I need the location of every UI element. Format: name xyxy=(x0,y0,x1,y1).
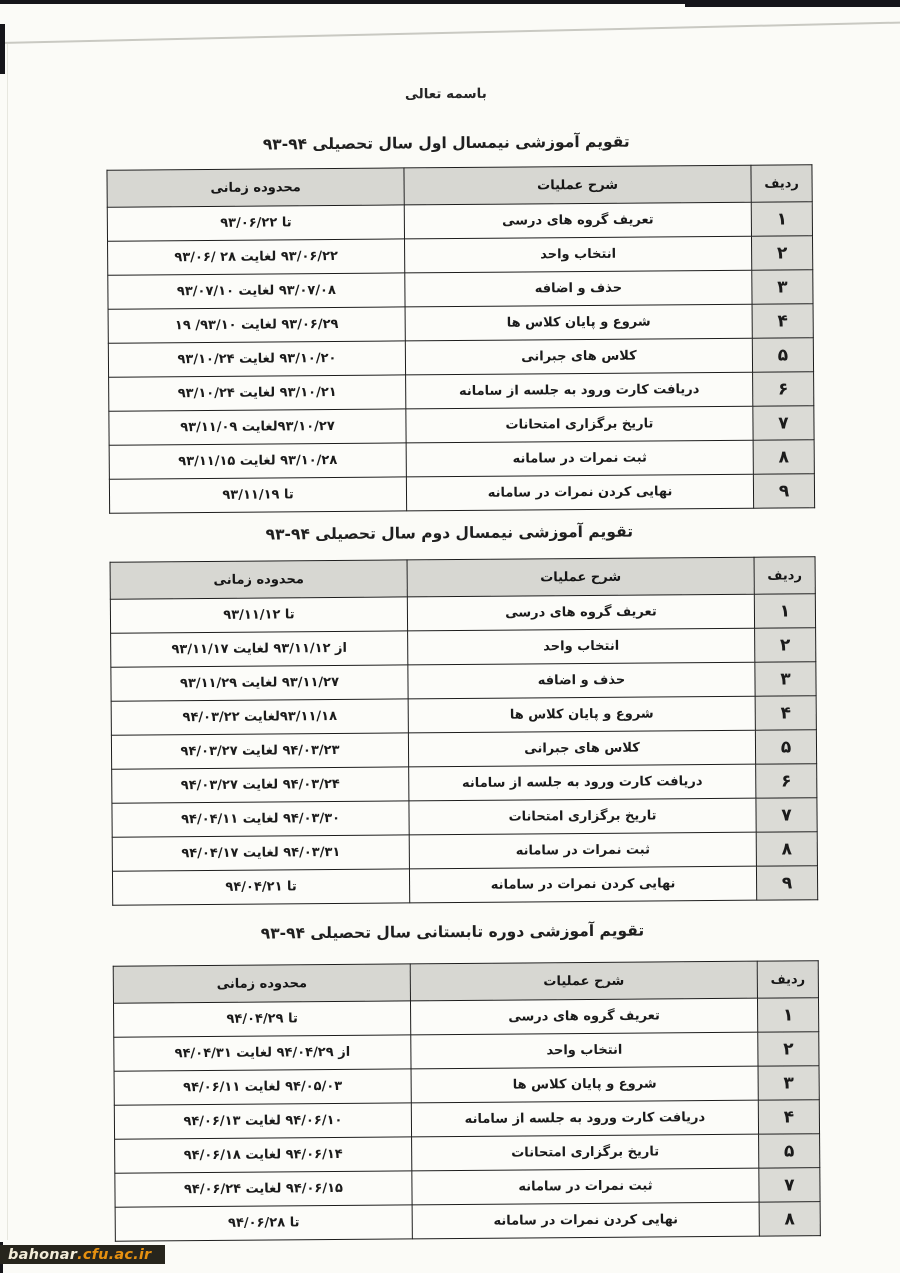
table-header-row xyxy=(107,165,812,208)
table-row xyxy=(108,236,813,276)
period-cell: ۹۴/۰۳/۲۳ لغایت ۹۴/۰۳/۲۷ xyxy=(111,733,408,769)
row-number-cell: ۸ xyxy=(759,1202,820,1236)
scan-edge-left xyxy=(0,24,5,74)
summer-term-calendar-table xyxy=(113,960,821,1242)
table-row xyxy=(108,338,813,378)
row-number-cell: ۸ xyxy=(753,440,814,474)
table-row xyxy=(108,270,813,310)
table-row xyxy=(109,440,814,480)
period-cell: ۹۳/۰۶/۲۹ لغایت ۹۳/۱۰/ ۱۹ xyxy=(108,307,405,343)
scan-edge-top-right xyxy=(685,0,900,7)
period-cell: تا ۹۳/۰۶/۲۲ xyxy=(107,205,404,241)
period-cell: ۹۳/۰۷/۰۸ لغایت ۹۳/۰۷/۱۰ xyxy=(108,273,405,309)
table-row xyxy=(115,1134,820,1174)
row-number-cell: ۵ xyxy=(759,1134,820,1168)
table-row xyxy=(109,406,814,446)
summer-term-title: تقویم آموزشی دوره تابستانی سال تحصیلی ۹۴-۹۳ xyxy=(260,921,645,943)
operation-cell: ثبت نمرات در سامانه xyxy=(406,440,753,477)
period-cell: ۹۴/۰۳/۲۴ لغایت ۹۴/۰۳/۲۷ xyxy=(112,767,409,803)
row-number-cell: ۶ xyxy=(756,764,817,798)
operation-cell: حذف و اضافه xyxy=(408,662,755,699)
row-number-cell: ۱ xyxy=(754,594,815,628)
table-header-row xyxy=(110,557,815,600)
row-number-cell: ۷ xyxy=(756,798,817,832)
semester1-calendar-table xyxy=(106,164,815,514)
table-row xyxy=(112,798,817,838)
column-header-period: محدوده زمانی xyxy=(113,964,410,1003)
period-cell: ۹۳/۱۱/۱۸لغایت ۹۴/۰۳/۲۲ xyxy=(111,699,408,735)
row-number-cell: ۸ xyxy=(756,832,817,866)
semester1-title: تقویم آموزشی نیمسال اول سال تحصیلی ۹۴-۹۳ xyxy=(262,132,630,154)
table-row xyxy=(111,696,816,736)
period-cell: ۹۴/۰۳/۳۰ لغایت ۹۴/۰۴/۱۱ xyxy=(112,801,409,837)
operation-cell: شروع و پایان کلاس ها xyxy=(411,1066,758,1103)
basmala-heading: باسمه تعالی xyxy=(404,85,487,103)
period-cell: ۹۴/۰۶/۱۰ لغایت ۹۴/۰۶/۱۳ xyxy=(114,1103,411,1139)
watermark-site-name: bahonar xyxy=(8,1246,78,1263)
table-row xyxy=(115,1202,820,1242)
period-cell: از ۹۴/۰۴/۲۹ لغایت ۹۴/۰۴/۳۱ xyxy=(114,1035,411,1071)
table-row xyxy=(114,1100,819,1140)
row-number-cell: ۱ xyxy=(757,998,818,1032)
table-row xyxy=(109,372,814,412)
semester2-calendar-table xyxy=(110,556,819,906)
operation-cell: ثبت نمرات در سامانه xyxy=(409,832,756,869)
column-header-operation: شرح عملیات xyxy=(407,557,754,597)
table-row xyxy=(114,1066,819,1106)
row-number-cell: ۵ xyxy=(752,338,813,372)
period-cell: ۹۴/۰۶/۱۵ لغایت ۹۴/۰۶/۲۴ xyxy=(115,1171,412,1207)
row-number-cell: ۹ xyxy=(756,866,817,900)
operation-cell: کلاس های جبرانی xyxy=(408,730,755,767)
operation-cell: نهایی کردن نمرات در سامانه xyxy=(412,1202,759,1239)
watermark-bar xyxy=(0,1245,165,1264)
row-number-cell: ۴ xyxy=(752,304,813,338)
operation-cell: انتخاب واحد xyxy=(408,628,755,665)
operation-cell: تعریف گروه های درسی xyxy=(407,594,754,631)
column-header-period: محدوده زمانی xyxy=(110,560,407,599)
table-header-row xyxy=(113,961,818,1004)
row-number-cell: ۵ xyxy=(755,730,816,764)
column-header-row-no: ردیف xyxy=(751,165,812,202)
table-row xyxy=(112,764,817,804)
table-row xyxy=(114,1032,819,1072)
operation-cell: کلاس های جبرانی xyxy=(405,338,752,375)
row-number-cell: ۷ xyxy=(759,1168,820,1202)
column-header-row-no: ردیف xyxy=(754,557,815,594)
period-cell: ۹۳/۱۱/۲۷ لغایت ۹۳/۱۱/۲۹ xyxy=(111,665,408,701)
period-cell: ۹۴/۰۵/۰۳ لغایت ۹۴/۰۶/۱۱ xyxy=(114,1069,411,1105)
row-number-cell: ۱ xyxy=(751,202,812,236)
table-row xyxy=(110,594,815,634)
period-cell: ۹۳/۰۶/۲۲ لغایت ۲۸ /۹۳/۰۶ xyxy=(108,239,405,275)
operation-cell: ثبت نمرات در سامانه xyxy=(412,1168,759,1205)
period-cell: تا ۹۳/۱۱/۱۹ xyxy=(109,477,406,513)
table-row xyxy=(111,730,816,770)
period-cell: ۹۴/۰۶/۱۴ لغایت ۹۴/۰۶/۱۸ xyxy=(115,1137,412,1173)
operation-cell: شروع و پایان کلاس ها xyxy=(408,696,755,733)
column-header-row-no: ردیف xyxy=(757,961,818,998)
table-row xyxy=(111,662,816,702)
operation-cell: حذف و اضافه xyxy=(405,270,752,307)
row-number-cell: ۴ xyxy=(758,1100,819,1134)
operation-cell: تعریف گروه های درسی xyxy=(410,998,757,1035)
table-row xyxy=(107,202,812,242)
operation-cell: تاریخ برگزاری امتحانات xyxy=(406,406,753,443)
operation-cell: تاریخ برگزاری امتحانات xyxy=(409,798,756,835)
table-row xyxy=(112,866,817,906)
row-number-cell: ۶ xyxy=(753,372,814,406)
operation-cell: دریافت کارت ورود به جلسه از سامانه xyxy=(411,1100,758,1137)
operation-cell: نهایی کردن نمرات در سامانه xyxy=(406,474,753,511)
table-row xyxy=(113,998,818,1038)
period-cell: تا ۹۳/۱۱/۱۲ xyxy=(110,597,407,633)
table-row xyxy=(112,832,817,872)
operation-cell: نهایی کردن نمرات در سامانه xyxy=(409,866,756,903)
period-cell: تا ۹۴/۰۴/۲۹ xyxy=(113,1001,410,1037)
column-header-operation: شرح عملیات xyxy=(410,961,757,1001)
row-number-cell: ۲ xyxy=(758,1032,819,1066)
column-header-period: محدوده زمانی xyxy=(107,168,404,207)
row-number-cell: ۳ xyxy=(758,1066,819,1100)
table-row xyxy=(111,628,816,668)
row-number-cell: ۷ xyxy=(753,406,814,440)
row-number-cell: ۲ xyxy=(755,628,816,662)
operation-cell: انتخاب واحد xyxy=(411,1032,758,1069)
table-row xyxy=(108,304,813,344)
period-cell: از ۹۳/۱۱/۱۲ لغایت ۹۳/۱۱/۱۷ xyxy=(111,631,408,667)
semester2-title: تقویم آموزشی نیمسال دوم سال تحصیلی ۹۴-۹۳ xyxy=(265,522,634,544)
period-cell: ۹۳/۱۰/۲۷لغایت ۹۳/۱۱/۰۹ xyxy=(109,409,406,445)
watermark-site-domain: .cfu.ac.ir xyxy=(77,1246,152,1263)
period-cell: ۹۳/۱۰/۲۰ لغایت ۹۳/۱۰/۲۴ xyxy=(108,341,405,377)
operation-cell: تاریخ برگزاری امتحانات xyxy=(412,1134,759,1171)
operation-cell: دریافت کارت ورود به جلسه از سامانه xyxy=(406,372,753,409)
period-cell: ۹۴/۰۳/۳۱ لغایت ۹۴/۰۴/۱۷ xyxy=(112,835,409,871)
table-row xyxy=(109,474,814,514)
row-number-cell: ۳ xyxy=(752,270,813,304)
operation-cell: دریافت کارت ورود به جلسه از سامانه xyxy=(409,764,756,801)
row-number-cell: ۹ xyxy=(753,474,814,508)
period-cell: ۹۳/۱۰/۲۸ لغایت ۹۳/۱۱/۱۵ xyxy=(109,443,406,479)
column-header-operation: شرح عملیات xyxy=(404,165,751,205)
period-cell: تا ۹۴/۰۶/۲۸ xyxy=(115,1205,412,1241)
operation-cell: تعریف گروه های درسی xyxy=(404,202,751,239)
table-row xyxy=(115,1168,820,1208)
row-number-cell: ۲ xyxy=(751,236,812,270)
operation-cell: شروع و پایان کلاس ها xyxy=(405,304,752,341)
period-cell: تا ۹۴/۰۴/۲۱ xyxy=(112,869,409,905)
period-cell: ۹۳/۱۰/۲۱ لغایت ۹۳/۱۰/۲۴ xyxy=(109,375,406,411)
row-number-cell: ۴ xyxy=(755,696,816,730)
row-number-cell: ۳ xyxy=(755,662,816,696)
operation-cell: انتخاب واحد xyxy=(405,236,752,273)
